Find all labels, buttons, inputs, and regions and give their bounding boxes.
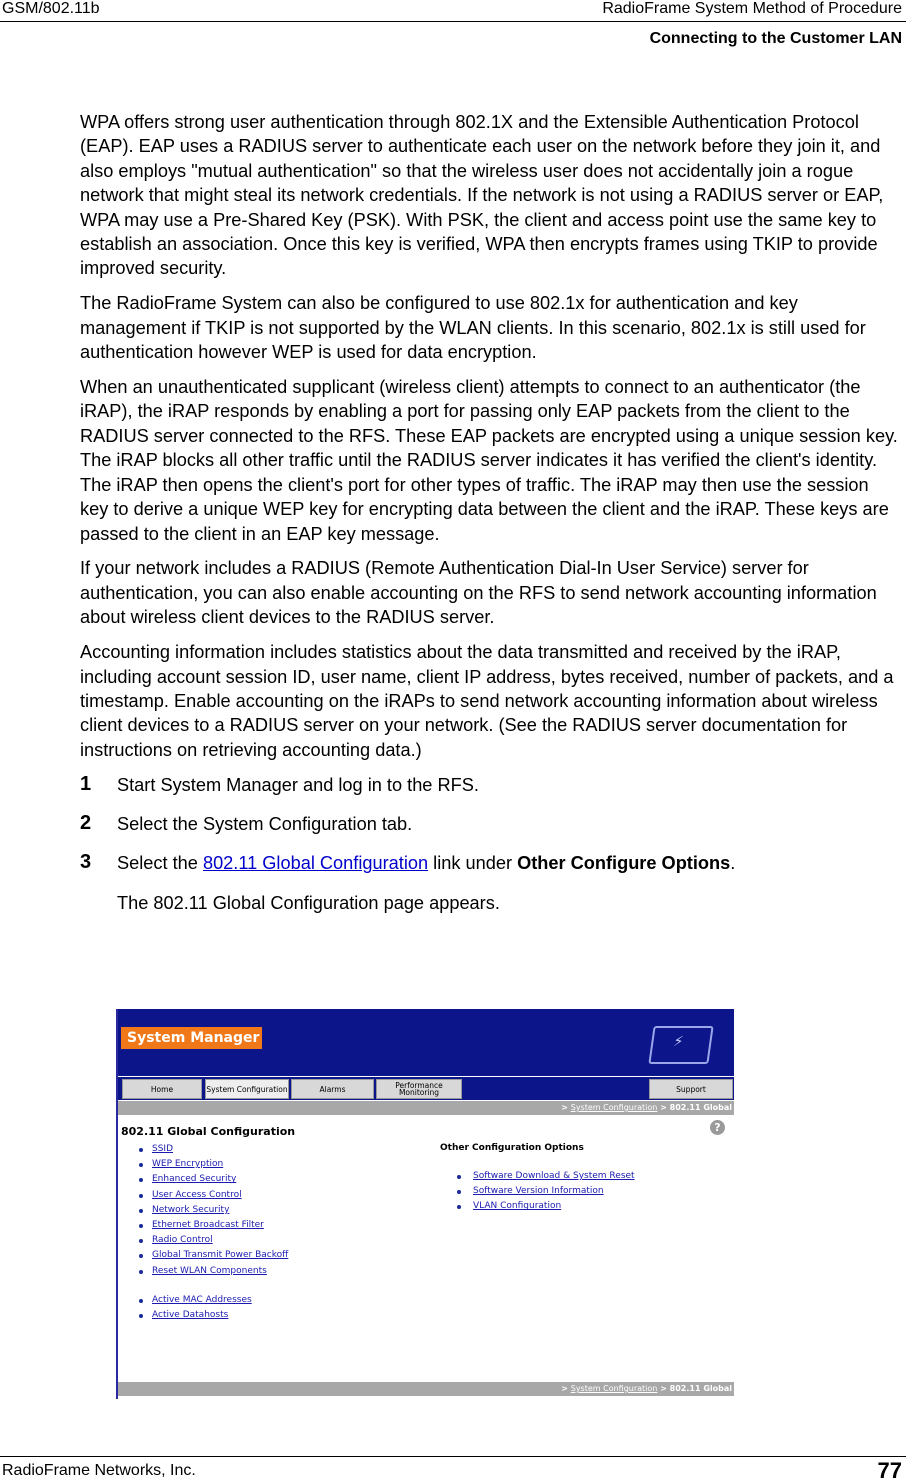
breadcrumb-link[interactable]: System Configuration [570, 1103, 658, 1112]
software-download-link[interactable]: Software Download & System Reset [473, 1171, 635, 1181]
active-list [118, 1293, 252, 1323]
list-item [118, 1248, 288, 1263]
step-text: Select the System Configuration tab. [117, 814, 413, 835]
list-item [118, 1233, 288, 1248]
list-item [118, 1218, 288, 1233]
body-text [80, 110, 902, 915]
list-item [118, 1172, 288, 1187]
step-1 [80, 773, 902, 797]
step-2 [80, 812, 902, 836]
global-config-link[interactable]: 802.11 Global Configuration [202, 853, 429, 874]
list-item [118, 1264, 288, 1279]
other-options-title: Other Configuration Options [440, 1143, 584, 1153]
monitor-icon: ⚡ [648, 1026, 713, 1064]
paragraph: When an unauthenticated supplicant (wireless client) attempts to connect to an authenticator (the iRAP), the iRAP responds by enabling a port for passing only EAP packets from the client to the RADIUS server connected to the RFS. These EAP packets are encrypted using a unique session key. The iRAP blocks all other traffic until the RADIUS server indicates it has verified the client's identity. The iRAP then opens the client's port for other types of traffic. The iRAP may then use the session key to derive a unique WEP key for encrypting data between the client and the iRAP. These keys are passed to the client in an EAP key message. [80, 377, 898, 544]
breadcrumb-bottom [118, 1382, 734, 1396]
other-options-list [436, 1169, 635, 1215]
active-datahosts-link[interactable]: Active Datahosts [152, 1310, 229, 1321]
header-rule [0, 21, 906, 22]
breadcrumb-separator: > [561, 1103, 568, 1112]
breadcrumb [118, 1101, 734, 1115]
system-manager-screenshot [116, 1009, 734, 1399]
tab-home[interactable]: Home [122, 1079, 202, 1099]
list-item [436, 1199, 635, 1214]
paragraph: WPA offers strong user authentication through 802.1X and the Extensible Authentication Protocol (EAP). EAP uses a RADIUS server to authenticate each user on the network before they join it, and also employs "mutual authentication" so that the wireless user does not accidentally join a rogue network that might steal its network credentials. If the network is not using a RADIUS server or EAP, WPA may use a Pre-Shared Key (PSK). With PSK, the client and access point use the same key to establish an association. Once this key is verified, WPA then encrypts frames using TKIP to provide improved security. [80, 112, 884, 279]
vlan-configuration-link[interactable]: VLAN Configuration [473, 1201, 562, 1212]
tab-alarms[interactable]: Alarms [291, 1079, 374, 1099]
breadcrumb-separator: > [561, 1384, 568, 1393]
list-item [118, 1293, 252, 1308]
config-link-list [118, 1142, 288, 1279]
ssid-link[interactable]: SSID [152, 1144, 174, 1154]
section-title: Connecting to the Customer LAN [649, 30, 902, 47]
software-version-link[interactable]: Software Version Information [473, 1186, 604, 1197]
list-item [436, 1169, 635, 1184]
breadcrumb-current: > 802.11 Global [660, 1384, 732, 1393]
network-security-link[interactable]: Network Security [152, 1204, 230, 1215]
footer-rule [0, 1456, 906, 1457]
wep-encryption-link[interactable]: WEP Encryption [152, 1159, 224, 1170]
list-item [118, 1157, 288, 1172]
breadcrumb-current: > 802.11 Global [660, 1103, 732, 1112]
paragraph: If your network includes a RADIUS (Remote Authentication Dial-In User Service) server for authentication, you can also enable accounting on the RFS to send network accounting information about wireless client devices to the RADIUS server. [80, 558, 877, 628]
other-options-label: Other Configure Options [517, 853, 731, 874]
tab-bar [118, 1077, 734, 1100]
reset-wlan-components-link[interactable]: Reset WLAN Components [152, 1265, 267, 1276]
system-manager-logo: System Manager [121, 1027, 262, 1049]
list-item [118, 1188, 288, 1203]
page-number: 77 [877, 1458, 902, 1483]
step-number: 3 [80, 851, 92, 874]
radio-control-link[interactable]: Radio Control [152, 1235, 213, 1246]
footer-company: RadioFrame Networks, Inc. [2, 1462, 196, 1479]
page-title: 802.11 Global Configuration [121, 1125, 296, 1138]
breadcrumb-link[interactable]: System Configuration [570, 1384, 658, 1393]
user-access-control-link[interactable]: User Access Control [152, 1189, 242, 1200]
tab-support[interactable]: Support [649, 1079, 733, 1099]
header-left: GSM/802.11b [2, 0, 100, 17]
paragraph: Accounting information includes statistics about the data transmitted and received by the iRAP, including account session ID, user name, client IP address, bytes received, number of packets, and a timestamp. Enable accounting on the iRAPs to send network accounting information about wireless client devices to a RADIUS server on your network. (See the RADIUS server documentation for instructions on retrieving accounting data.) [80, 642, 894, 760]
enhanced-security-link[interactable]: Enhanced Security [152, 1174, 237, 1185]
header-right: RadioFrame System Method of Procedure [602, 0, 902, 17]
list-item [118, 1203, 288, 1218]
step-number: 2 [80, 812, 92, 835]
global-transmit-power-backoff-link[interactable]: Global Transmit Power Backoff [152, 1250, 289, 1261]
list-item [118, 1308, 252, 1323]
step-result: The 802.11 Global Configuration page appears. [117, 892, 500, 913]
step-text-post: . [730, 853, 736, 874]
ethernet-broadcast-filter-link[interactable]: Ethernet Broadcast Filter [152, 1219, 264, 1230]
active-mac-addresses-link[interactable]: Active MAC Addresses [152, 1295, 252, 1305]
help-icon[interactable]: ? [710, 1120, 725, 1135]
banner [118, 1009, 734, 1076]
tab-performance-monitoring[interactable]: Performance Monitoring [376, 1079, 462, 1099]
step-number: 1 [80, 772, 92, 795]
step-text-mid: link under [428, 853, 518, 874]
tab-system-configuration[interactable]: System Configuration [205, 1079, 289, 1099]
list-item [436, 1184, 635, 1199]
step-3 [80, 851, 902, 875]
step-text-pre: Select the [117, 853, 203, 874]
list-item [118, 1142, 288, 1157]
paragraph: The RadioFrame System can also be configured to use 802.1x for authentication and key management if TKIP is not supported by the WLAN clients. In this scenario, 802.1x is still used for authentication however WEP is used for data encryption. [80, 293, 866, 363]
step-text: Start System Manager and log in to the RFS. [117, 774, 479, 795]
